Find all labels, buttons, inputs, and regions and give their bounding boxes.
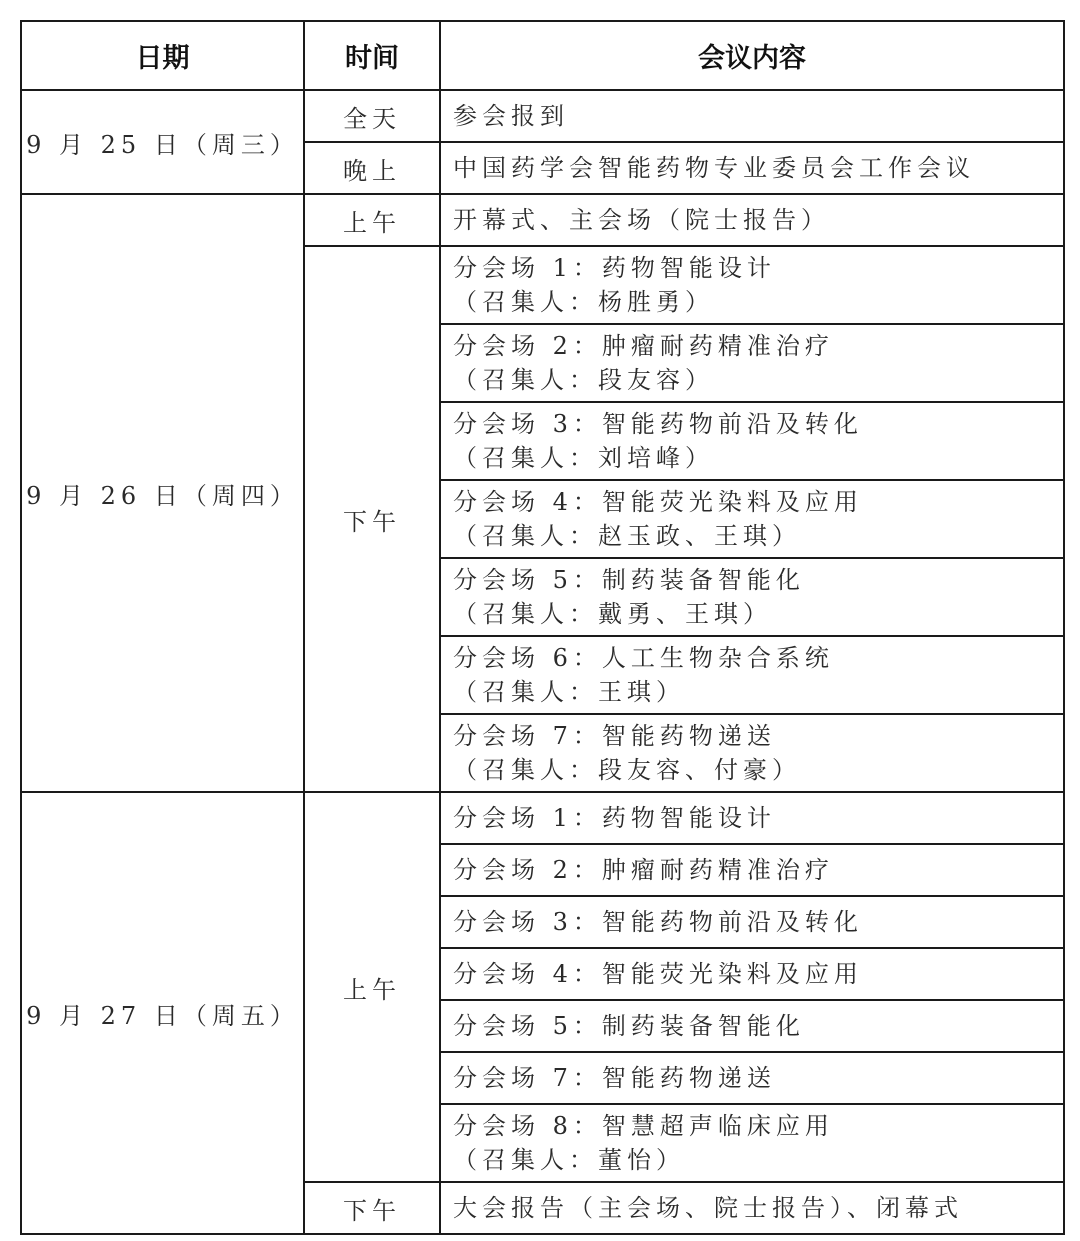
session-title: 分会场 5：制药装备智能化 <box>453 1012 805 1040</box>
session-title: 大会报告（主会场、院士报告）、闭幕式 <box>453 1194 963 1222</box>
date-cell: 9 月 26 日（周四） <box>21 194 304 792</box>
date-cell: 9 月 25 日（周三） <box>21 90 304 194</box>
session-title: 分会场 2：肿瘤耐药精准治疗 <box>453 332 834 360</box>
content-cell <box>440 896 1064 948</box>
content-cell <box>440 948 1064 1000</box>
content-cell <box>440 792 1064 844</box>
session-title: 分会场 7：智能药物递送 <box>453 1064 776 1092</box>
table-header <box>21 21 1064 90</box>
session-title: 分会场 1：药物智能设计 <box>453 804 776 832</box>
content-cell <box>440 1000 1064 1052</box>
schedule-table <box>20 20 1065 1235</box>
time-cell: 上午 <box>304 194 440 246</box>
content-cell <box>440 142 1064 194</box>
session-title: 分会场 2：肿瘤耐药精准治疗 <box>453 856 834 884</box>
content-cell <box>440 90 1064 142</box>
session-convener: （召集人：刘培峰） <box>453 444 714 472</box>
session-title: 分会场 1：药物智能设计 <box>453 254 776 282</box>
session-title: 分会场 3：智能药物前沿及转化 <box>453 410 863 438</box>
session-title: 分会场 3：智能药物前沿及转化 <box>453 908 863 936</box>
session-convener: （召集人：杨胜勇） <box>453 288 714 316</box>
table-row <box>21 90 1064 142</box>
session-title: 分会场 4：智能荧光染料及应用 <box>453 960 863 988</box>
content-cell <box>440 844 1064 896</box>
header-date: 日期 <box>21 21 304 90</box>
header-time: 时间 <box>304 21 440 90</box>
table-body <box>21 90 1064 1234</box>
table-row <box>21 194 1064 246</box>
header-content: 会议内容 <box>440 21 1064 90</box>
content-cell <box>440 324 1064 402</box>
session-title: 分会场 6：人工生物杂合系统 <box>453 644 834 672</box>
session-convener: （召集人：段友容、付豪） <box>453 756 801 784</box>
session-convener: （召集人：赵玉政、王琪） <box>453 522 801 550</box>
session-title: 开幕式、主会场（院士报告） <box>453 206 830 234</box>
session-convener: （召集人：段友容） <box>453 366 714 394</box>
session-title: 分会场 5：制药装备智能化 <box>453 566 805 594</box>
session-title: 分会场 4：智能荧光染料及应用 <box>453 488 863 516</box>
content-cell <box>440 480 1064 558</box>
time-cell: 上午 <box>304 792 440 1182</box>
table-row <box>21 792 1064 844</box>
date-cell: 9 月 27 日（周五） <box>21 792 304 1234</box>
content-cell <box>440 402 1064 480</box>
session-title: 分会场 7：智能药物递送 <box>453 722 776 750</box>
session-convener: （召集人：王琪） <box>453 678 685 706</box>
session-convener: （召集人：戴勇、王琪） <box>453 600 772 628</box>
time-cell: 下午 <box>304 246 440 792</box>
header-row <box>21 21 1064 90</box>
time-cell: 下午 <box>304 1182 440 1234</box>
content-cell <box>440 246 1064 324</box>
content-cell <box>440 558 1064 636</box>
session-convener: （召集人：董怡） <box>453 1146 685 1174</box>
content-cell <box>440 636 1064 714</box>
session-title: 中国药学会智能药物专业委员会工作会议 <box>453 154 975 182</box>
content-cell <box>440 1104 1064 1182</box>
content-cell <box>440 194 1064 246</box>
content-cell <box>440 1182 1064 1234</box>
time-cell: 晚上 <box>304 142 440 194</box>
content-cell <box>440 1052 1064 1104</box>
session-title: 参会报到 <box>453 102 569 130</box>
content-cell <box>440 714 1064 792</box>
time-cell: 全天 <box>304 90 440 142</box>
session-title: 分会场 8：智慧超声临床应用 <box>453 1112 834 1140</box>
